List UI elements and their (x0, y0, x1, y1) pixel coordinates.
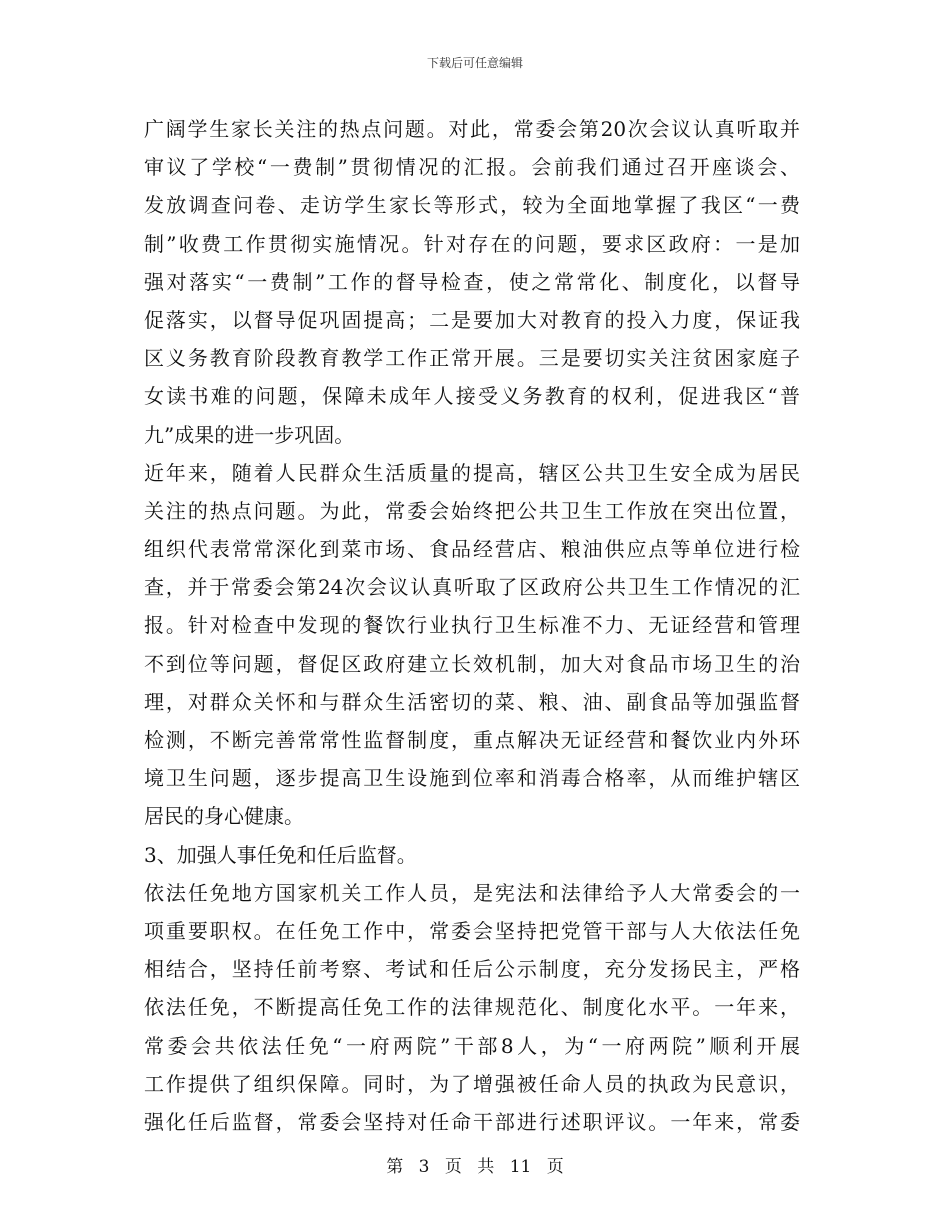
body-line: 审议了学校“一费制”贯彻情况的汇报。会前我们通过召开座谈会、 (144, 155, 800, 180)
body-line: 工作提供了组织保障。同时，为了增强被任命人员的执政为民意识， (144, 1071, 800, 1096)
section-heading: 3、加强人事任免和任后监督。 (144, 842, 417, 867)
body-line: 项重要职权。在任免工作中，常委会坚持把党管干部与人大依法任免 (144, 918, 800, 943)
body-line: 依法任免地方国家机关工作人员，是宪法和法律给予人大常委会的一 (144, 880, 800, 905)
body-line: 理，对群众关怀和与群众生活密切的菜、粮、油、副食品等加强监督 (144, 689, 800, 714)
body-line: 相结合，坚持任前考察、考试和任后公示制度，充分发扬民主，严格 (144, 957, 800, 982)
body-line: 报。针对检查中发现的餐饮行业执行卫生标准不力、无证经营和管理 (144, 613, 800, 638)
body-line: 组织代表常常深化到菜市场、食品经营店、粮油供应点等单位进行检 (144, 537, 800, 562)
page-number-footer: 第 3 页 共 11 页 (386, 1157, 564, 1177)
body-line: 女读书难的问题，保障未成年人接受义务教育的权利，促进我区“普 (144, 384, 800, 409)
body-line: 检测，不断完善常常性监督制度，重点解决无证经营和餐饮业内外环 (144, 728, 800, 752)
body-line: 不到位等问题，督促区政府建立长效机制，加大对食品市场卫生的治 (144, 651, 800, 676)
body-line: 促落实，以督导促巩固提高；二是要加大对教育的投入力度，保证我 (144, 307, 800, 332)
body-line: 依法任免，不断提高任免工作的法律规范化、制度化水平。一年来， (144, 995, 800, 1020)
page-header: 下载后可任意编辑 (426, 56, 523, 70)
body-line: 近年来，随着人民群众生活质量的提高，辖区公共卫生安全成为居民 (144, 460, 800, 485)
body-line: 关注的热点问题。为此，常委会始终把公共卫生工作放在突出位置， (144, 498, 800, 523)
body-line: 发放调查问卷、走访学生家长等形式，较为全面地掌握了我区“一费 (144, 193, 800, 218)
body-line: 常委会共依法任免“一府两院”干部8人，为“一府两院”顺利开展 (144, 1033, 800, 1058)
body-line: 境卫生问题，逐步提高卫生设施到位率和消毒合格率，从而维护辖区 (144, 766, 800, 791)
document-body (144, 110, 800, 1141)
body-line: 查，并于常委会第24次会议认真听取了区政府公共卫生工作情况的汇 (144, 575, 800, 600)
body-line: 区义务教育阶段教育教学工作正常开展。三是要切实关注贫困家庭子 (144, 346, 800, 371)
body-line: 广阔学生家长关注的热点问题。对此，常委会第20次会议认真听取并 (144, 117, 800, 141)
body-line: 九”成果的进一步巩固。 (144, 422, 355, 447)
body-line: 强化任后监督，常委会坚持对任命干部进行述职评议。一年来，常委 (144, 1109, 800, 1134)
body-line: 制”收费工作贯彻实施情况。针对存在的问题，要求区政府：一是加 (144, 231, 800, 256)
body-line: 强对落实“一费制”工作的督导检查，使之常常化、制度化，以督导 (144, 269, 800, 294)
body-line: 居民的身心健康。 (144, 804, 304, 829)
